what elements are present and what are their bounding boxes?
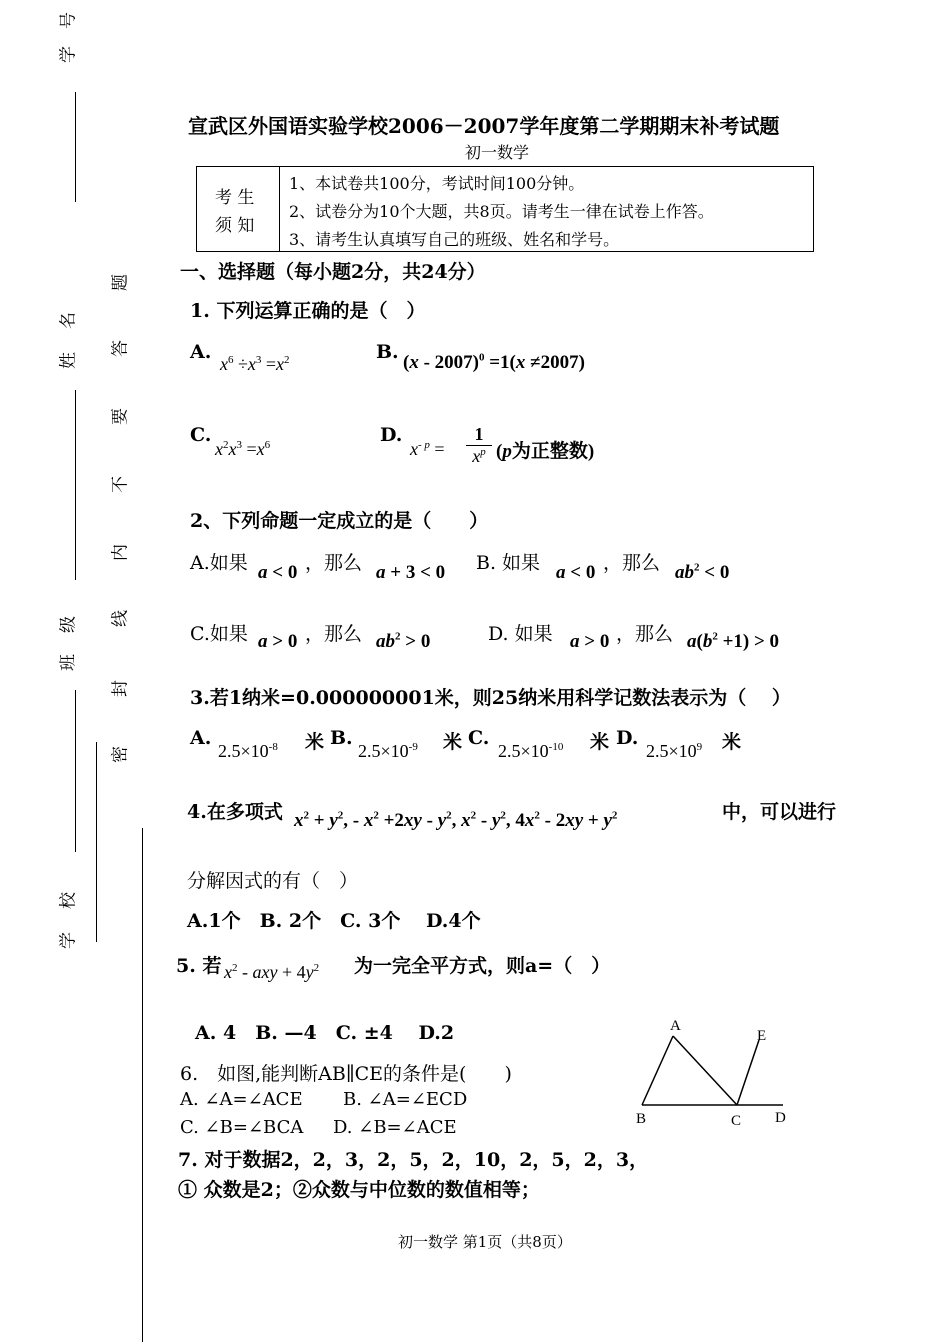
point-label-e: E [757, 1028, 767, 1044]
binding-warning-char: 内 [110, 544, 131, 561]
q2-option-a-then: ，那么 [305, 552, 363, 574]
q1-option-d-note: 为正整数) [511, 441, 595, 462]
q2-option-a-result: a + 3 < 0 [376, 562, 446, 583]
margin-line-2 [75, 390, 76, 580]
q4-stem-cont: 分解因式的有（ ） [187, 870, 359, 892]
margin-label-char: 名 [58, 312, 79, 329]
margin-label-char: 学 [58, 46, 79, 63]
q2-stem: 2、下列命题一定成立的是（ ） [190, 510, 489, 532]
q2-option-c-then: ，那么 [305, 623, 363, 645]
q3-stem: 3.若1纳米=0.000000001米，则25纳米用科学记数法表示为（ ） [190, 687, 791, 709]
q6-figure [625, 1010, 800, 1135]
point-label-a: A [670, 1018, 681, 1034]
section-heading: 一、选择题（每小题2分，共24分） [180, 261, 486, 283]
q5-options: A. 4 B. —4 C. ±4 D.2 [195, 1022, 455, 1044]
margin-label-char: 校 [58, 892, 79, 909]
q3-option-b-value: $2.5\times 10^{-9}$ [358, 741, 418, 761]
q3-option-d-value: $2.5\times 10^9$ [646, 741, 703, 761]
binding-warning-char: 题 [110, 274, 131, 291]
exam-title: 宣武区外国语实验学校2006－2007学年度第二学期期末补考试题 [188, 114, 780, 138]
binding-warning-char: 要 [110, 408, 131, 425]
q3-option-d-label: D. [616, 727, 639, 749]
binding-warning-char: 封 [110, 680, 131, 697]
q4-options: A.1个 B. 2个 C. 3个 D.4个 [187, 910, 481, 932]
exam-subject: 初一数学 [465, 143, 530, 162]
q5-stem-end: 为一完全平方式，则a=（ ） [354, 955, 611, 977]
q2-option-b-result: $ab^2 < 0$ [675, 561, 730, 583]
notice-label-line2: 须 知 [215, 216, 255, 236]
q1-option-b-label: B. [376, 341, 399, 363]
q2-option-d-condition: a > 0 [570, 631, 610, 652]
q1-option-d-label: D. [380, 424, 403, 446]
binding-warning-char: 密 [110, 746, 131, 763]
page-footer: 初一数学 第1页（共8页） [398, 1233, 572, 1251]
q1-option-d-tail: (p为正整数) [496, 441, 595, 462]
q2-option-a-condition: a < 0 [258, 562, 298, 583]
point-label-d: D [775, 1110, 786, 1126]
q5-stem-start: 5. 若 [176, 955, 222, 977]
q2-option-b-then: ，那么 [603, 552, 661, 574]
binding-warning-char: 线 [110, 610, 131, 627]
q3-option-a-unit: 米 [305, 731, 325, 753]
q4-stem-start: 4.在多项式 [187, 801, 283, 823]
point-label-b: B [636, 1111, 647, 1127]
q3-option-c-unit: 米 [590, 731, 610, 753]
q1-option-b-formula: (x - 2007)$^0$ =1(x ≠2007) [403, 351, 585, 373]
q1-option-a-formula: $x^6 \div x^3 =x^2$ [220, 354, 290, 374]
q1-option-d-formula: $x^{- p}$ = [410, 439, 445, 459]
q4-polynomials: $x^2 + y^2$, - $x^2 +2xy - y^2$, $x^2 - y^2$, $4x^2 - 2xy + y^2$ [294, 809, 618, 831]
q2-option-b-label: B. 如果 [476, 552, 541, 574]
q1-option-c-label: C. [190, 424, 212, 446]
notice-label-cell [197, 167, 280, 251]
binding-warning-char: 不 [110, 476, 131, 493]
margin-label-char: 级 [58, 616, 79, 633]
q2-option-c-result: $ab^2 > 0$ [376, 630, 431, 652]
q4-stem-end: 中，可以进行 [722, 801, 837, 823]
q1-option-a-label: A. [190, 341, 212, 363]
q3-option-c-value: $2.5\times 10^{-10}$ [498, 741, 564, 761]
notice-item-2: 2、试卷分为10个大题，共8页。请考生一律在试卷上作答。 [289, 202, 714, 221]
q6-option-b: B. ∠A=∠ECD [343, 1089, 468, 1110]
margin-line-4 [96, 742, 97, 942]
q2-option-c-condition: a > 0 [258, 631, 298, 652]
segment-ac [673, 1036, 737, 1105]
point-label-c: C [731, 1113, 742, 1129]
margin-line-1 [75, 92, 76, 202]
notice-table [196, 166, 814, 252]
q6-option-c: C. ∠B=∠BCA [180, 1117, 304, 1138]
q5-expression: $x^2$ - axy + $4y^2$ [224, 962, 320, 982]
q6-option-d: D. ∠B=∠ACE [333, 1117, 457, 1138]
q2-option-a-label: A.如果 [190, 552, 248, 574]
margin-label-char: 号 [58, 12, 79, 29]
q2-option-b-condition: a < 0 [556, 562, 596, 583]
binding-warning-char: 答 [110, 340, 131, 357]
segment-ba [642, 1036, 673, 1105]
q7-stem: 7. 对于数据2，2，3，2，5，2，10，2，5，2，3， [178, 1149, 649, 1171]
q3-option-a-value: $2.5\times 10^{-8}$ [218, 741, 278, 761]
q2-option-d-result: $a(b^2 +1) > 0$ [687, 630, 780, 652]
q3-option-d-unit: 米 [722, 731, 742, 753]
q3-option-a-label: A. [190, 727, 212, 749]
margin-line-3 [75, 690, 76, 852]
q6-stem: 6. 如图,能判断AB∥CE的条件是( ) [180, 1063, 512, 1085]
notice-item-3: 3、请考生认真填写自己的班级、姓名和学号。 [289, 230, 620, 249]
margin-label-char: 班 [58, 654, 79, 671]
q3-option-c-label: C. [468, 727, 490, 749]
q6-option-a: A. ∠A=∠ACE [180, 1089, 303, 1110]
q2-option-c-label: C.如果 [190, 623, 248, 645]
q1-stem: 1. 下列运算正确的是（ ） [190, 300, 426, 322]
notice-label-line1: 考 生 [215, 188, 255, 208]
q2-option-d-label: D. 如果 [488, 623, 553, 645]
q1-option-c-formula: $x^2x^3 =x^6$ [215, 439, 271, 459]
q7-line2: ① 众数是2；②众数与中位数的数值相等； [178, 1179, 540, 1201]
q2-option-d-then: ，那么 [616, 623, 674, 645]
segment-ce [737, 1040, 759, 1105]
notice-item-1: 1、本试卷共100分，考试时间100分钟。 [289, 174, 585, 193]
q3-option-b-unit: 米 [443, 731, 463, 753]
binding-line [142, 828, 143, 1342]
q1-option-d-fraction: 1 $x^p$ [466, 424, 492, 467]
margin-label-char: 学 [58, 932, 79, 949]
margin-label-char: 姓 [58, 352, 79, 369]
q3-option-b-label: B. [330, 727, 353, 749]
